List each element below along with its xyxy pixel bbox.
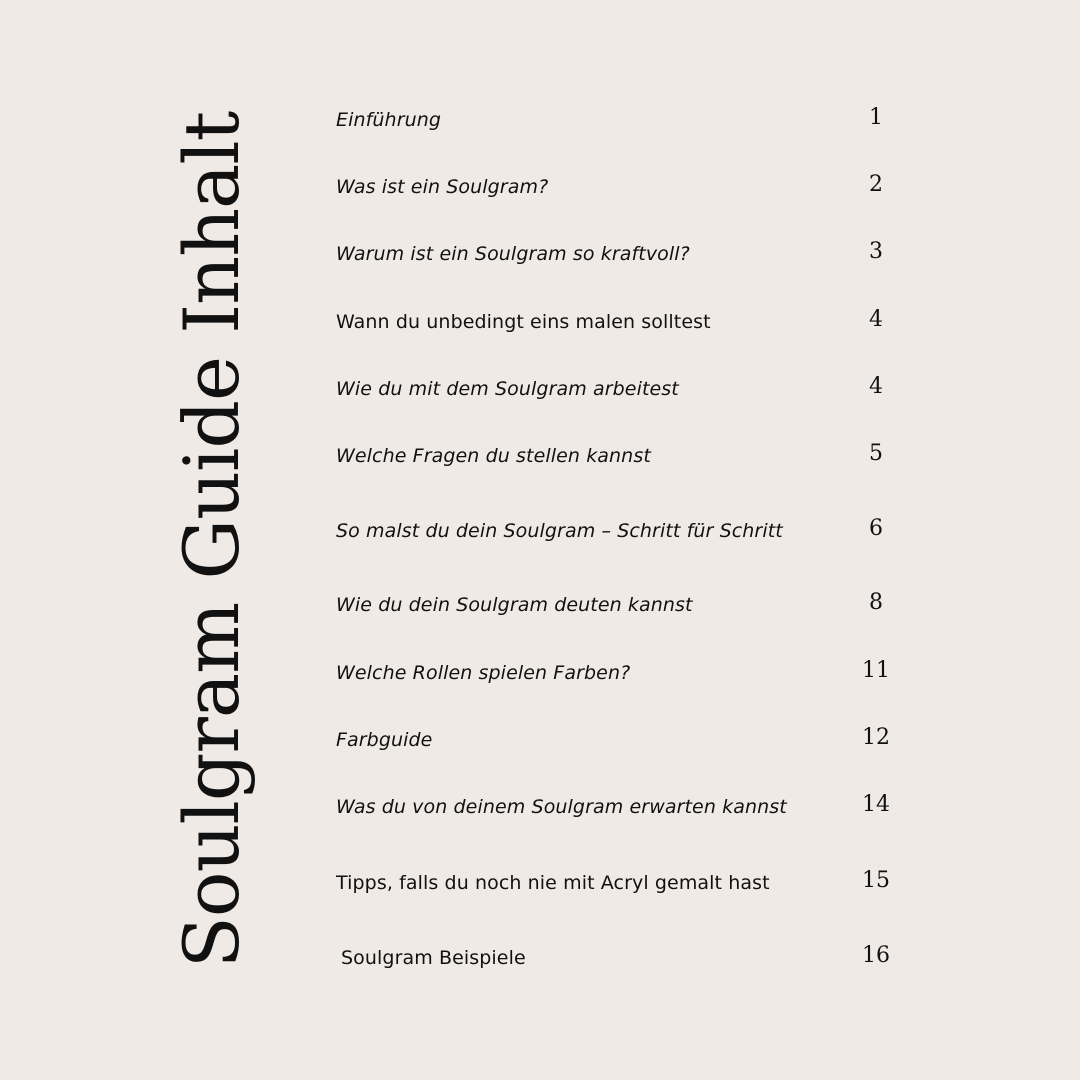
toc-item-so-malst-du-dein-soulgram <box>336 516 883 559</box>
toc-item-title: Soulgram Beispiele <box>341 947 526 969</box>
toc-item-farbguide <box>336 725 890 768</box>
toc-item-page: 14 <box>862 792 890 817</box>
document-title: Soulgram Guide Inhalt <box>167 111 256 969</box>
toc-item-title: Welche Rollen spielen Farben? <box>336 662 631 684</box>
toc-item-title: Einführung <box>336 109 442 131</box>
toc-item-title: Warum ist ein Soulgram so kraftvoll? <box>336 243 690 265</box>
toc-item-welche-rollen-spielen-farben <box>336 658 890 701</box>
toc-item-page: 15 <box>862 868 890 893</box>
toc-item-page: 3 <box>869 239 883 264</box>
toc-item-soulgram-beispiele <box>336 943 890 986</box>
toc-item-page: 8 <box>869 590 883 615</box>
toc-item-wie-du-mit-dem-soulgram-arbeitest <box>336 374 883 417</box>
toc-item-page: 5 <box>869 441 883 466</box>
toc-item-title: Wie du dein Soulgram deuten kannst <box>336 594 693 616</box>
toc-item-was-ist-ein-soulgram <box>336 172 883 215</box>
toc-item-was-du-von-deinem-soulgram-erwarten-kannst <box>336 792 890 835</box>
toc-item-page: 6 <box>869 516 883 541</box>
toc-item-tipps-falls-du-noch-nie-mit-acryl-gemalt-hast <box>336 868 890 911</box>
toc-item-page: 4 <box>869 307 883 332</box>
toc-item-title: Wann du unbedingt eins malen solltest <box>336 311 711 333</box>
toc-item-title: Farbguide <box>336 729 433 751</box>
toc-item-title: So malst du dein Soulgram – Schritt für Schritt <box>336 520 783 542</box>
toc-item-title: Was du von deinem Soulgram erwarten kannst <box>336 796 787 818</box>
toc-item-title: Welche Fragen du stellen kannst <box>336 445 651 467</box>
toc-item-page: 16 <box>862 943 890 968</box>
toc-item-title: Tipps, falls du noch nie mit Acryl gemalt hast <box>336 872 770 894</box>
toc-item-page: 2 <box>869 172 883 197</box>
toc-item-page: 4 <box>869 374 883 399</box>
toc-item-page: 1 <box>869 105 883 130</box>
toc-item-page: 11 <box>862 658 890 683</box>
toc-item-title: Was ist ein Soulgram? <box>336 176 549 198</box>
toc-item-welche-fragen-du-stellen-kannst <box>336 441 883 484</box>
toc-item-wie-du-dein-soulgram-deuten-kannst <box>336 590 883 633</box>
toc-item-warum-ist-ein-soulgram-so-kraftvoll <box>336 239 883 282</box>
toc-item-wann-du-unbedingt-eins-malen-solltest <box>336 307 883 350</box>
toc-item-einfuhrung <box>336 105 883 148</box>
toc-item-page: 12 <box>862 725 890 750</box>
toc-item-title: Wie du mit dem Soulgram arbeitest <box>336 378 679 400</box>
